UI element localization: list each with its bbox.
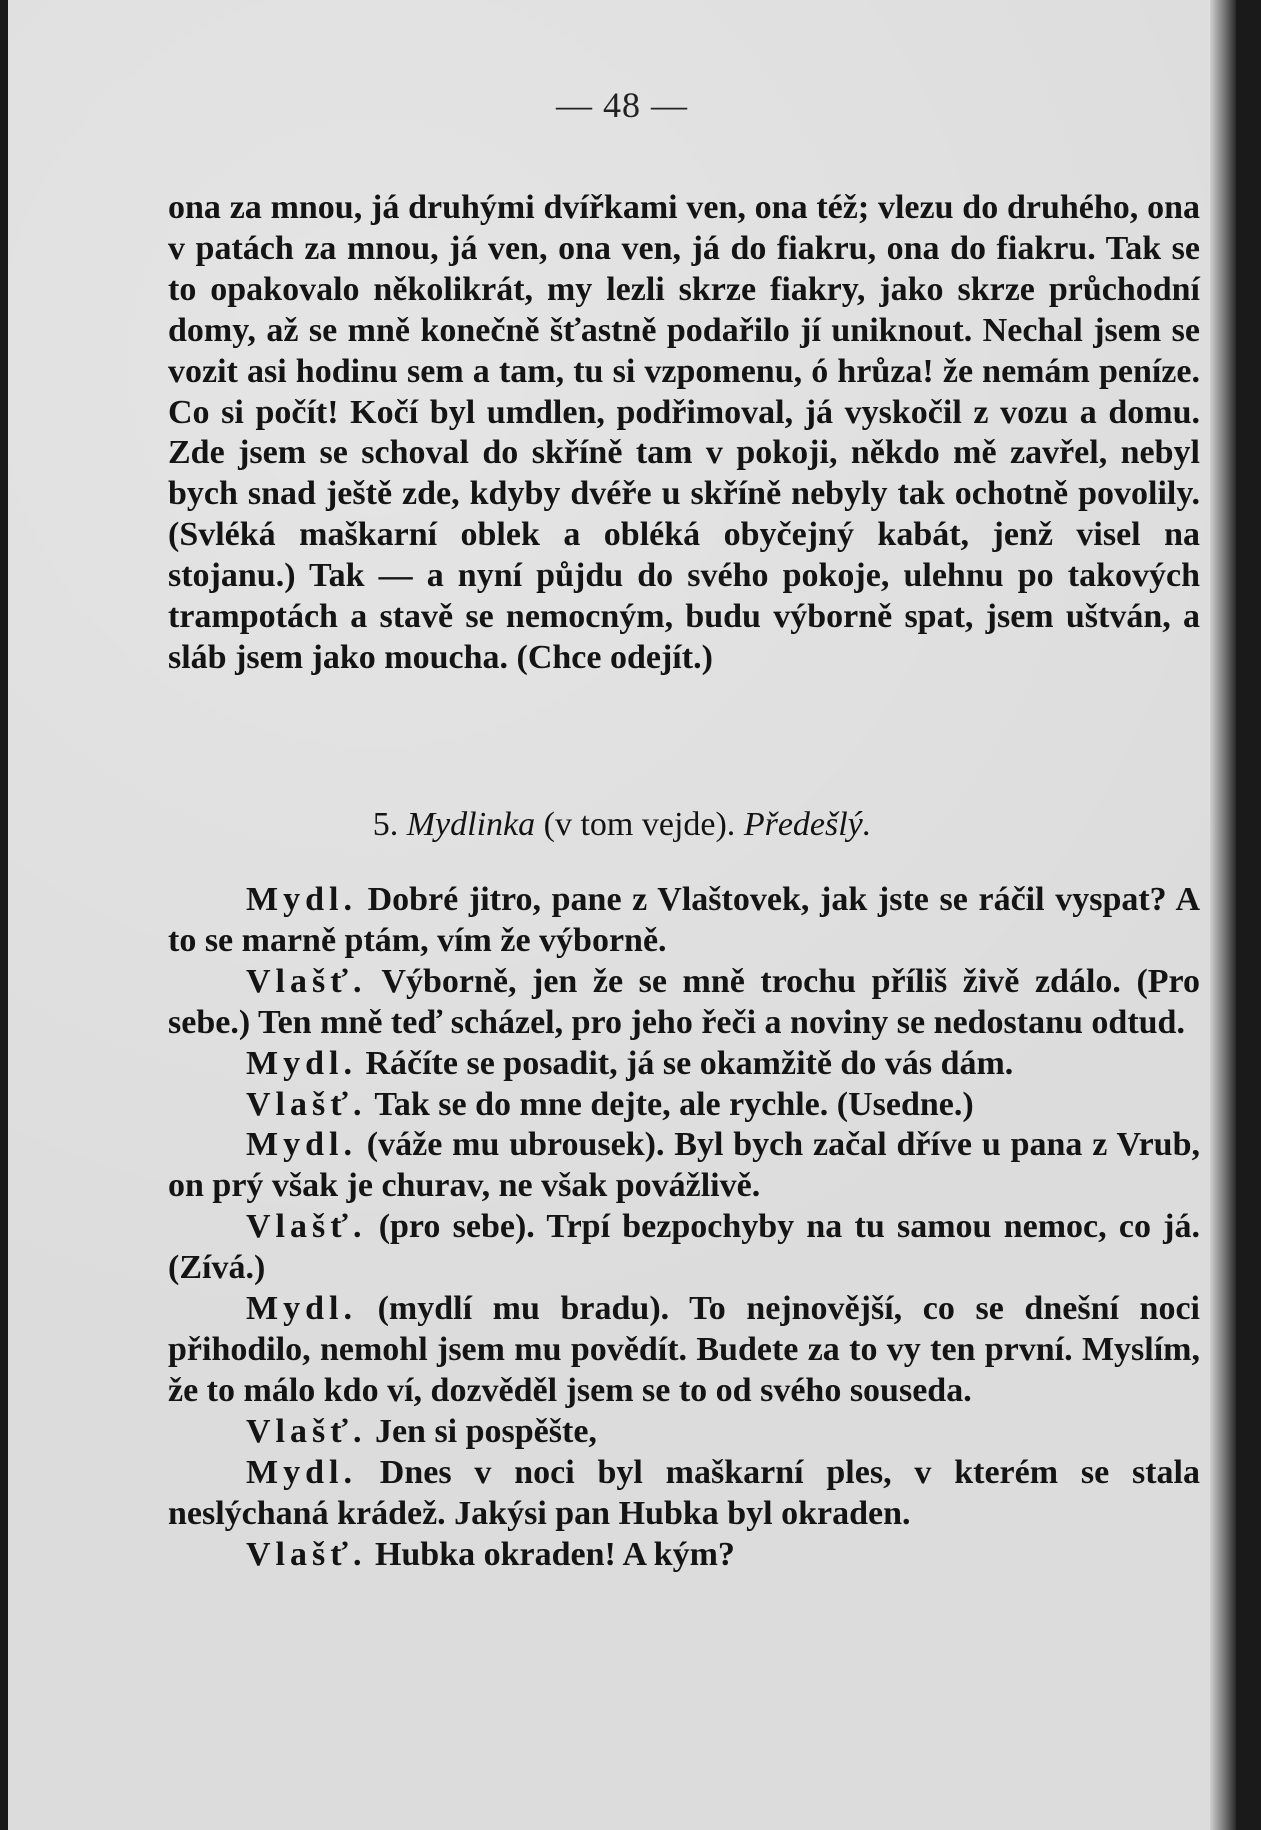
line-text: Hubka okraden! A kým? [374,1535,735,1573]
scene-number: 5. [372,806,399,843]
dialogue-line [168,1289,1200,1412]
dialogue-line [168,1125,1200,1207]
line-text: Výborně, jen že se mně trochu příliš živě zdálo. (Pro sebe.) Ten mně teď scházel, pro jeho řeči a noviny se nedostanu odtud. [168,962,1201,1041]
dialogue-line [168,962,1200,1044]
speaker: Mydl. [246,1290,357,1328]
dialogue-line [168,1453,1200,1535]
speaker: Vlašť. [246,1085,367,1123]
speaker: Mydl. [246,881,357,918]
line-text: Jen si pospěšte, [374,1412,597,1450]
dialogue-line [168,1044,1200,1085]
line-text: Dobré jitro, pane z Vlaštovek, jak jste se ráčil vyspat? A to se marně ptám, vím že výborně. [168,881,1201,959]
dialogue-block [168,880,1200,1575]
speaker: Mydl. [246,1044,357,1082]
scene-character: Mydlinka [406,806,536,843]
dialogue-line [168,1085,1200,1126]
line-text: (váže mu ubrousek). Byl bych začal dříve u pana z Vrub, on prý však je churav, ne však povážlivě. [168,1126,1200,1205]
dialogue-line [168,1412,1200,1453]
dialogue-line [168,1207,1200,1289]
speaker: Mydl. [246,1453,357,1491]
speaker: Vlašť. [246,962,367,1000]
line-text: (mydlí mu bradu). To nejnovější, co se dnešní noci přihodilo, nemohl jsem mu povědít. Budete za to vy ten první. Myslím, že to málo kdo ví, dozvěděl jsem se to od svého souseda. [168,1290,1200,1409]
line-text: (pro sebe). Trpí bezpochyby na tu samou nemoc, co já. (Zívá.) [168,1208,1201,1287]
scene-previous: Předešlý. [743,806,872,843]
dialogue-line [168,880,1200,962]
page-number: — 48 — [556,85,688,125]
book-page [8,0,1236,1830]
speaker: Vlašť. [246,1208,367,1246]
page-edge-shadow [1210,0,1236,1830]
speaker: Vlašť. [246,1535,367,1573]
prose-block [168,188,1200,679]
speaker: Mydl. [246,1126,357,1164]
line-text: Tak se do mne dejte, ale rychle. (Usedne.) [374,1085,974,1123]
dialogue-line [168,1535,1200,1576]
scene-direction: (v tom vejde). [543,806,736,843]
line-text: Dnes v noci byl maškarní ples, v kterém se stala neslýchaná krádež. Jakýsi pan Hubka byl okraden. [168,1453,1201,1532]
paragraph: ona za mnou, já druhými dvířkami ven, ona též; vlezu do druhého, ona v patách za mnou, já ven, ona ven, já do fiakru, ona do fiakru. Tak se to opakovalo několikrát, my lezli skrze fiakry, jako skrze průchodní domy, až se mně konečně šťastně podařilo jí uniknout. Nechal jsem se vozit asi hodinu sem a tam, tu si vzpomenu, ó hrůza! že nemám peníze. Co si počít! Kočí byl umdlen, podřimoval, já vyskočil z vozu a domu. Zde jsem se schoval do skříně tam v pokoji, někdo mě zavřel, nebyl bych snad ještě zde, kdyby dvéře u skříně nebyly tak ochotně povolily. (Svléká maškarní oblek a obléká obyčejný kabát, jenž visel na stojanu.) Tak — a nyní půjdu do svého pokoje, ulehnu po takových trampotách a stavě se nemocným, budu výborně spat, jsem uštván, a sláb jsem jako moucha. (Chce odejít.) [168,189,1200,676]
line-text: Ráčíte se posadit, já se okamžitě do vás dám. [365,1044,1014,1082]
speaker: Vlašť. [246,1412,367,1450]
scene-heading [8,806,1236,844]
